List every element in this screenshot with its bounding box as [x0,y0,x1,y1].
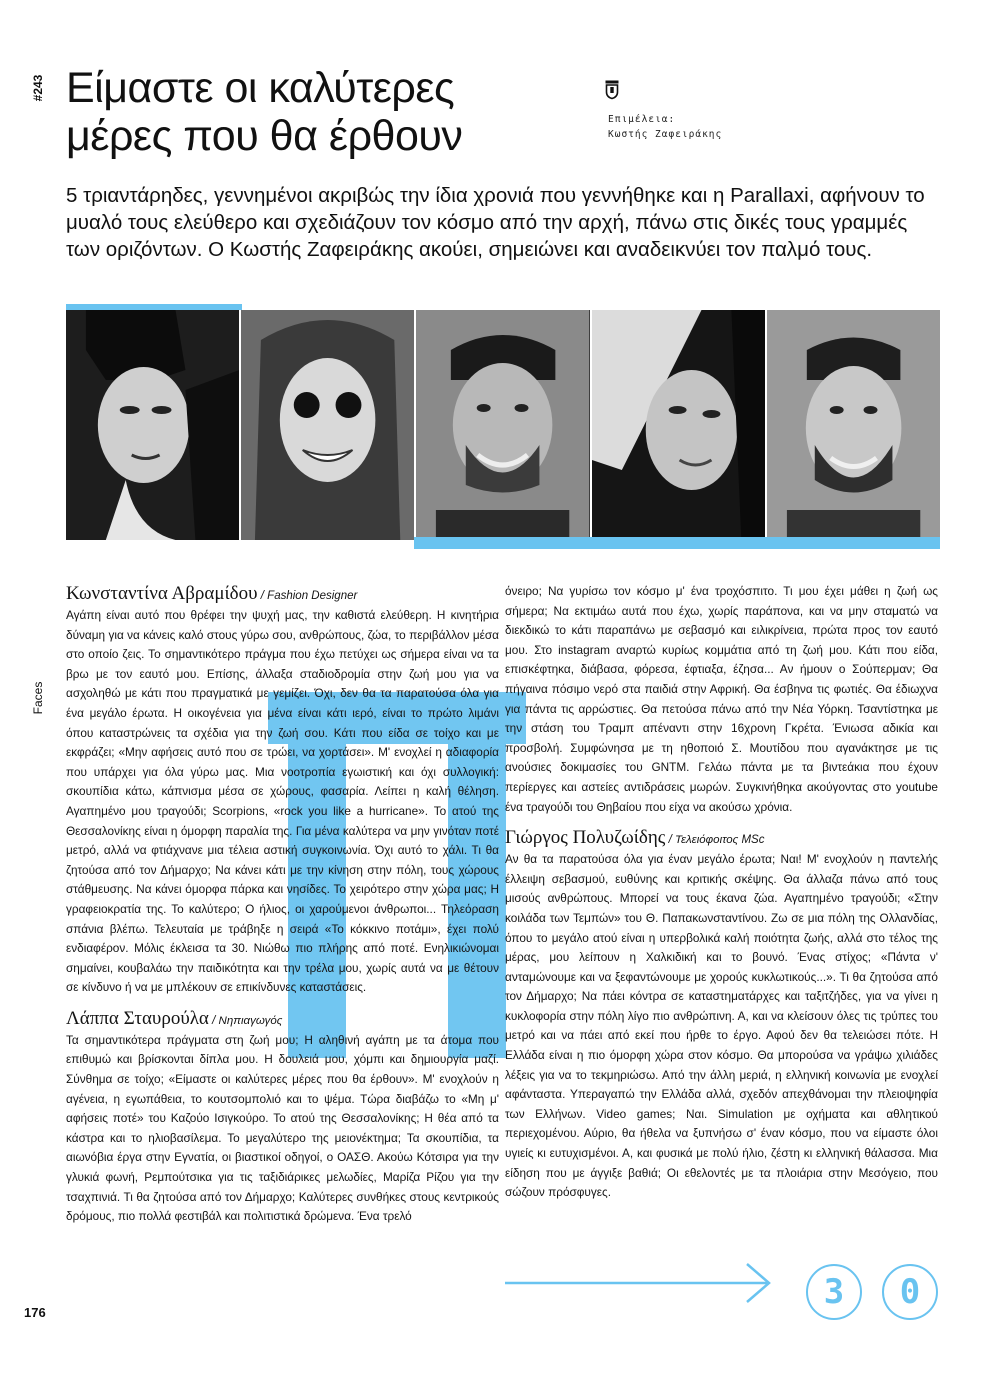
portrait-4 [592,310,767,540]
portrait-strip [66,310,940,540]
magazine-logo-icon [605,80,619,100]
profile-text: Αν θα τα παρατούσα όλα για έναν μεγάλο έρωτα; Ναι! Μ' ενοχλούν η παντελής έλλειψη σεβασμού, ευθύνης και κριτικής σκέψης. Θα άλλαζα πάνω από τους μισούς ανθρώπους. Μπορεί να τους έκανα ζώα. Αγαπημένο τραγούδι; «Στην κοιλάδα των Τεμπών» του Θ. Παπακωνσταντίνου. Ζω σε μια πόλη της Ολλανδίας, όπου το μεγάλο ατού είναι η υπερβολικά καλή ποιότητα ζωής, αλλά στο τέλος της μέρας, μου λείπουν η Χαλκιδική και το βουνό. Ένας στίχος; «Πάντα ν' ανταμώνουμε και να ξεφαντώνουμε με χορούς κυκλωτικούς...». Τι θα ζητούσα από τον Δήμαρχο; Να πάει κόντρα σε καταστηματάρχες και ταξιτζήδες, για να γίνει η κυκλοφορία στην πόλη λίγο πιο ανθρώπινη. Α, και να κλείσουν όλες τις τρύπες του μετρό και να πάει από εκεί που ήρθε το έργο. Αφού δεν θα τελειώσει πότε. Η Ελλάδα είναι η πιο όμορφη χώρα στον κόσμο. Θα μπορούσα να γράψω χιλιάδες λέξεις για να το τεκμηριώσω. Από την άλλη μεριά, η ελληνική κοινωνία με ενοχλεί αφάνταστα. Υπεραγαπώ την Ελλάδα αλλά, σχεδόν απεχθάνομαι την πλειοψηφία των Ελλήνων. Video games; Ναι. Simulation με οχήματα και αθλητικού περιεχομένου. Αύριο, θα ήθελα να ξυπνήσω σ' έναν κόσμο, που να είμαστε όλοι υγιείς κι ευτυχισμένοι. Α, και φυσικά με πολύ ήλιο, ζέστη κι ελληνική θάλασσα. Μια είδηση που με άγγιξε βαθιά; Οι εθελοντές με τα πλοιάρια στην Μεσόγειο, που σώζουν πρόσφυγες. [505,852,938,1200]
profile-name: Κωνσταντίνα Αβραμίδου [66,583,258,604]
title-line-1: Είμαστε οι καλύτερες [66,64,455,112]
profile-name: Γιώργος Πολυζωίδης [505,827,666,849]
editor-label: Επιμέλεια: [608,114,676,125]
portrait-2 [241,310,416,540]
editor-credit [608,112,722,142]
article-column-right [505,582,938,1203]
editor-name: Κωστής Ζαφειράκης [608,129,723,140]
accent-bar-bottom [414,537,940,549]
profile-role: / Fashion Designer [260,590,358,602]
counter-digit-0: 0 [882,1264,938,1320]
profile-name: Λάππα Σταυρούλα [66,1007,209,1029]
profile-role: / Τελειόφοιτος MSc [668,834,765,847]
profile-heading-1 [66,582,499,606]
profile-heading-3 [505,826,938,850]
portrait-5 [767,310,940,540]
profile-text: Αγάπη είναι αυτό που θρέφει την ψυχή μας, την καθιστά ελεύθερη. Η κινητήρια δύναμη για να κάνεις καλό στους γύρω σου, ανθρώπους, ζώα, το περιβάλλον μέσα στο οποίο ζεις. Το σημαντικότερο πράγμα που έχω πετύχει ως σήμερα είναι να τα βρω με τον εαυτό μου. Επίσης, άλλαξα σταδιοδρομία στην ζωή μου για να ασχοληθώ με κάτι που πραγματικά με γεμίζει. Όχι, δεν θα τα παρατούσα όλα για ένα μεγάλο έρωτα. Η οικογένεια για μένα είναι κάτι ιερό, είναι το πρώτο λιμάνι όπου καταστρώνεις τα σχέδια για την ζωή σου. Κάτι που είδα σε τοίχο και με εκφράζει; «Μην αφήσεις αυτό που σε τρώει, να χορτάσει». Μ' ενοχλεί η αδιαφορία που υπάρχει για όλα γύρω μας. Μια νοοτροπία εγωιστική και όχι συλλογική: σκουπίδια κάτω, κάπνισμα μέσα σε χώρους, φασαρία. Λείπει η καλή θέληση. Αγαπημένο μου τραγούδι; Scorpions, «rock you like a hurricane». Το ατού της Θεσσαλονίκης είναι η όμορφη παραλία της. Για μένα καλύτερα να μην γινόταν ποτέ μετρό, αλλά να φτιάχνανε μια τέλεια αστική συγκοινωνία. Όχι αυτό το χάλι. Τι θα ζητούσα από τον Δήμαρχο; Να κάνει κάτι με την κίνηση στην πόλη, τους χώρους στάθμευσης. Να κάνει όμορφα πάρκα και νησίδες. Το χειρότερο στην χώρα μας; Η γραφειοκρατία της. Το καλύτερο; Ο ήλιος, οι χαρούμενοι άνθρωποι... Τηλεόραση σπάνια βλέπω. Τελευταία με τράβηξε η σειρά «Το κόκκινο ποτάμι», έχει πολύ ενδιαφέρον. Μόλις έκλεισα τα 30. Νιώθω πιο πλήρης από ποτέ. Ενηλικιώνομαι σημαίνει, κουβαλάω την παιδικότητα και την τρέλα μου, χωρίς αυτά να με θέτουν σε κίνδυνο ή να με μπλέκουν σε επικίνδυνες καταστάσεις. [66,608,499,995]
title-line-2: μέρες που θα έρθουν [66,112,463,160]
profile-text: Τα σημαντικότερα πράγματα στη ζωή μου; Η αληθινή αγάπη με τα άτομα που επιθυμώ και βρίσκονται δίπλα μου. Η δουλειά μου, χόμπι και δημιουργία μαζί. Σύνθημα σε τοίχο; «Είμαστε οι καλύτερες μέρες που θα έρθουν». Μ' ενοχλούν η αγένεια, η εγωπάθεια, το κουτσομπολιό και το ψέμα. Τώρα διαβάζω το «Μη μ' αφήσεις ποτέ» του Καζούο Ισιγκούρο. Το ατού της Θεσσαλονίκης; Η θέα από τα κάστρα και το ηλιοβασίλεμα. Το μεγαλύτερο της μειονέκτημα; Τα σκουπίδια, τα αιωνόβια έργα στην Εγνατία, οι βιαστικοί οδηγοί, ο ΟΑΣΘ. Ακούω Κότσιρα για την γλυκιά φωνή, Ρεμπούτσικα για τις ταξιδιάρικες μελωδίες, Μαρίζα Ρίζου για την τσαχπινιά. Τι θα ζητούσα από τον Δήμαρχο; Καλύτερες συνθήκες στους κεντρικούς δρόμους, πιο πολλά φεστιβάλ και πολιτιστικά δρώμενα. Ένα τρελό [66,1032,499,1224]
page-title [66,64,586,160]
page-number: 176 [24,1305,46,1320]
counter-digit-3: 3 [806,1264,862,1320]
continue-arrow-icon [505,1262,775,1304]
portrait-3 [416,310,591,540]
issue-number: #243 [31,74,45,102]
lead-paragraph: 5 τριαντάρηδες, γεννημένοι ακριβώς την ίδια χρονιά που γεννήθηκε και η Parallaxi, αφήνουν το μυαλό τους ελεύθερο και σχεδιάζουν τον κόσμο από την αρχή, πάνω στις δικές τους γραμμές των οριζόντων. Ο Κωστής Ζαφειράκης ακούει, σημειώνει και αναδεικνύει τον παλμό τους. [66,184,925,261]
section-label: Faces [31,681,45,715]
profile-role: / Νηπιαγωγός [212,1014,283,1027]
profile-heading-2 [66,1007,499,1031]
portrait-1 [66,310,241,540]
article-column-left [66,582,499,1227]
profile-text-continued: όνειρο; Να γυρίσω τον κόσμο μ' ένα τροχόσπιτο. Τι μου έχει μάθει η ζωή ως σήμερα; Να εκτιμάω αυτά που έχω, χωρίς παράπονα, και να μην σταματώ να διεκδικώ το κάτι παραπάνω με σεβασμό και ειλικρίνεια, πρώτα προς τον εαυτό μου. Στο instagram αναρτώ κυρίως κομμάτια από τη ζωή μου. Κάτι που είδα, επισκέφτηκα, διάβασα, φόρεσα, έφτιαξα, έζησα... Αν ήμουν ο Σούπερμαν; Θα πήγαινα πόσιμο νερό στα παιδιά στην Αφρική. Θα έσβηνα τις φωτιές. Θα έδιωχνα για πάντα τις αρρώστιες. Θα πετούσα πάνω από την Νέα Υόρκη. Τσαντίστηκα με την στάση του Τραμπ απέναντι στην 16χρονη Γκρέτα. Ένιωσα αδικία και προσβολή. Συμφώνησα με τη ηθοποιό Σ. Μουτίδου που αγανάκτησε με τις ανούσιες δοκιμασίες του GNTM. Γελάω πάντα με τα βιντεάκια που έχουν περίεργες και αστείες αντιδράσεις μωρών. Συγκινήθηκα ακούγοντας στο youtube ένα τραγούδι του Θηβαίου που είχα να ακούσω χρόνια. [505,584,938,814]
